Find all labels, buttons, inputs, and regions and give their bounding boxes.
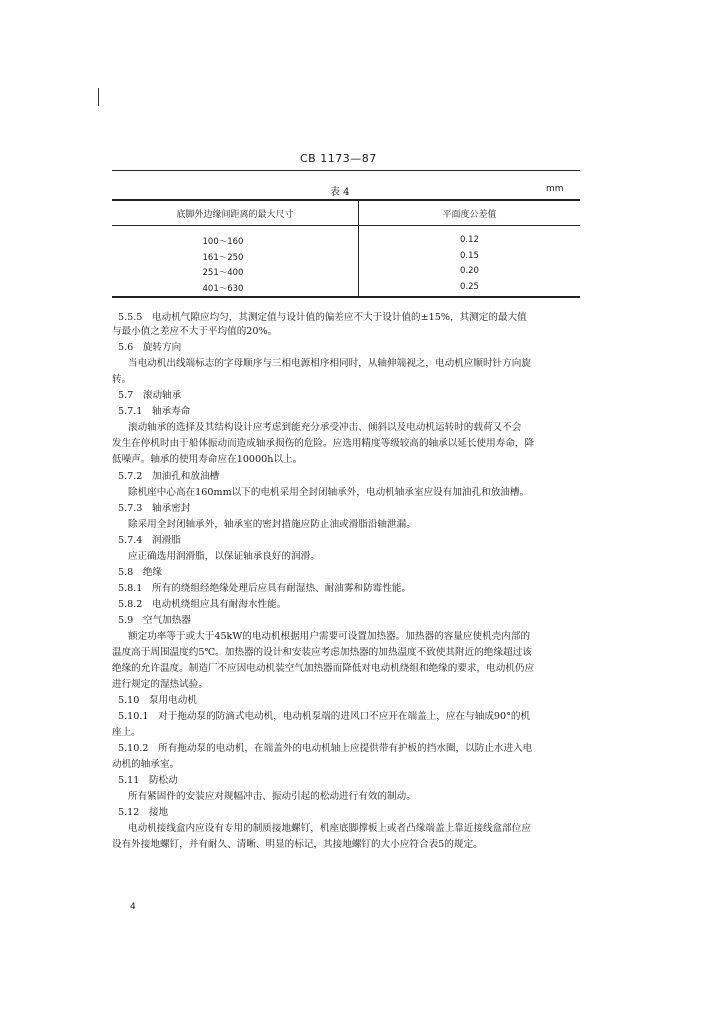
- text-line: 应正确选用润滑脂，以保证轴承良好的润滑。: [128, 551, 320, 562]
- section-heading: 5.7 滚动轴承: [118, 390, 182, 401]
- text-line: 转。: [112, 374, 132, 385]
- text-line: 5.5.5 电动机气隙应均匀，其测定值与设计值的偏差应不大于设计值的±15%，其测定的最大值: [118, 312, 527, 323]
- text-line: 座上。: [112, 727, 141, 738]
- text-line: 与最小值之差应不大于平均值的20%。: [112, 326, 278, 337]
- text-line: 额定功率等于或大于45kW的电动机根据用户需要可设置加热器。加热器的容量应使机壳内部的: [128, 631, 531, 642]
- table-cell: 100～160: [202, 237, 244, 247]
- text-line: 除采用全封闭轴承外，轴承室的密封措施应防止油或滑脂沿轴泄漏。: [128, 519, 416, 530]
- table-top-rule: [112, 199, 580, 201]
- section-heading: 5.11 防松动: [118, 775, 178, 786]
- header-rule: [112, 170, 580, 171]
- text-line: 当电动机出线端标志的字母顺序与三相电源相序相同时，从轴伸端视之，电动机应顺时针方向旋: [128, 358, 531, 369]
- section-heading: 5.7.4 润滑脂: [118, 535, 181, 546]
- text-line: 5.8.1 所有的绕组经绝缘处理后应具有耐湿热、耐油雾和防霉性能。: [118, 583, 412, 594]
- section-heading: 5.7.2 加油孔和放油槽: [118, 471, 220, 482]
- table-cell: 0.25: [460, 282, 479, 292]
- standard-code: CB 1173—87: [300, 152, 377, 165]
- text-line: 低噪声。轴承的使用寿命应在10000h以上。: [112, 454, 303, 465]
- section-heading: 5.9 空气加热器: [118, 615, 191, 626]
- text-line: 所有紧固件的安装应对规幅冲击、振动引起的松动进行有效的制动。: [128, 791, 416, 802]
- section-heading: 5.6 旋转方向: [118, 342, 182, 353]
- text-line: 设有外接地螺钉，并有耐久、清晰、明显的标记，其接地螺钉的大小应符合表5的规定。: [112, 839, 483, 850]
- text-line: 动机的轴承室。: [112, 759, 180, 770]
- table-cell: 0.12: [460, 235, 479, 245]
- table-cell: 251～400: [202, 268, 244, 278]
- scan-mark: [98, 88, 99, 106]
- table-caption: 表 4: [330, 187, 350, 198]
- table-cell: 0.20: [460, 266, 479, 276]
- table-cell: 0.15: [460, 251, 479, 261]
- table-cell: 161～250: [202, 253, 244, 263]
- table-cell: 401～630: [202, 284, 244, 294]
- column-header-tolerance: 平面度公差值: [442, 210, 497, 220]
- column-header-size: 底脚外边缘间距离的最大尺寸: [176, 210, 294, 220]
- section-heading: 5.10 泵用电动机: [118, 695, 197, 706]
- text-line: 进行规定的湿热试验。: [112, 679, 208, 690]
- text-line: 5.8.2 电动机绕组应具有耐海水性能。: [118, 599, 287, 610]
- page-number: 4: [130, 902, 136, 912]
- text-line: 温度高于周围温度约5℃。加热器的设计和安装应考虑加热器的加热温度不致使其附近的绝缘超过该: [112, 647, 532, 658]
- text-line: 5.10.2 所有拖动泵的电动机，在端盖外的电动机轴上应提供带有护板的挡水圈，以防止水进入电: [118, 743, 533, 754]
- table-header-rule: [112, 225, 580, 226]
- text-line: 滚动轴承的选择及其结构设计应考虑到能充分承受冲击、倾斜以及电动机运转时的载荷又不会: [128, 422, 522, 433]
- text-line: 绝缘的允许温度。制造厂不应因电动机装空气加热器而降低对电动机绕组和绝缘的要求，电动机仍应: [112, 663, 535, 674]
- section-heading: 5.8 绝缘: [118, 567, 163, 578]
- section-heading: 5.7.3 轴承密封: [118, 503, 191, 514]
- text-line: 5.10.1 对于拖动泵的防滴式电动机，电动机泵端的进风口不应开在端盖上，应在与轴成90°的机: [118, 711, 531, 722]
- text-line: 发生在停机时由于船体振动而造成轴承损伤的危险。应选用精度等级较高的轴承以延长使用寿命，降: [112, 438, 535, 449]
- text-line: 电动机接线盒内应设有专用的制质接地螺钉，机座底脚撑板上或者凸缘端盖上靠近接线盒部位应: [128, 823, 531, 834]
- text-line: 除机座中心高在160mm以下的电机采用全封闭轴承外，电动机轴承室应设有加油孔和放油槽。: [128, 487, 530, 498]
- section-heading: 5.7.1 轴承寿命: [118, 406, 191, 417]
- section-heading: 5.12 接地: [118, 807, 169, 818]
- table-bottom-rule: [112, 296, 580, 298]
- table-unit: mm: [546, 184, 564, 194]
